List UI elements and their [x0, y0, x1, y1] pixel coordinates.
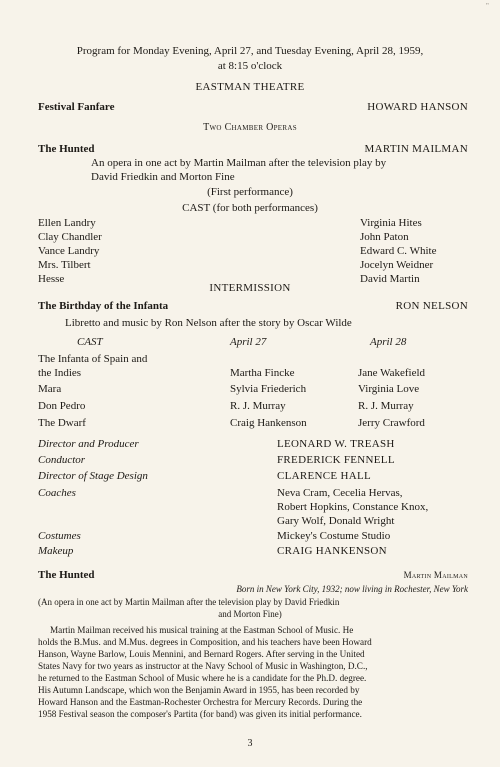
- staff-name: LEONARD W. TREASH: [277, 438, 395, 450]
- infanta-composer: RON NELSON: [395, 300, 468, 312]
- cast-role: Vance Landry: [38, 245, 100, 257]
- program-date-line: Program for Monday Evening, April 27, and Tuesday Evening, April 28, 1959,: [76, 45, 424, 57]
- two-chamber-operas-heading: Two Chamber Operas: [203, 122, 297, 133]
- infanta-performer-april28: Virginia Love: [358, 383, 420, 395]
- notes-title: The Hunted: [38, 569, 95, 581]
- cast-role: Mrs. Tilbert: [38, 259, 91, 271]
- infanta-role: Mara: [38, 383, 62, 395]
- staff-name: CRAIG HANKENSON: [277, 545, 387, 557]
- intermission-heading: INTERMISSION: [209, 282, 291, 294]
- infanta-date-april28: April 28: [370, 336, 407, 348]
- infanta-performer-april27: Martha Fincke: [230, 367, 295, 379]
- hunted-cast-heading: CAST (for both performances): [182, 202, 318, 214]
- cast-performer: David Martin: [360, 273, 420, 285]
- cast-performer: Jocelyn Weidner: [360, 259, 434, 271]
- cast-performer: Edward C. White: [360, 245, 437, 257]
- staff-label: Conductor: [38, 454, 86, 466]
- bio-line: Hanson, Wayne Barlow, Louis Mennini, and Bernard Rogers. After serving in the United: [38, 649, 365, 659]
- infanta-performer-april27: Sylvia Friederich: [230, 383, 307, 395]
- cast-performer: Virginia Hites: [360, 217, 422, 229]
- infanta-role: The Dwarf: [38, 417, 86, 429]
- staff-name: Mickey's Costume Studio: [277, 530, 391, 542]
- infanta-role: Don Pedro: [38, 400, 86, 412]
- bio-line: Howard Hanson and the Eastman-Rochester Orchestra for Mercury Records. During the: [38, 697, 363, 707]
- cast-role: Clay Chandler: [38, 231, 102, 243]
- composer-birth-note: Born in New York City, 1932; now living in Rochester, New York: [236, 584, 468, 594]
- festival-fanfare-composer: HOWARD HANSON: [367, 101, 468, 113]
- notes-parenthetical-line2: and Morton Fine): [218, 609, 282, 619]
- program-time-line: at 8:15 o'clock: [217, 60, 283, 72]
- staff-label: Costumes: [38, 530, 81, 542]
- staff-label: Makeup: [38, 545, 74, 557]
- notes-parenthetical-line1: (An opera in one act by Martin Mailman after the television play by David Friedkin: [38, 597, 340, 607]
- infanta-libretto-note: Libretto and music by Ron Nelson after the story by Oscar Wilde: [65, 317, 352, 329]
- hunted-description-line2: David Friedkin and Morton Fine: [91, 171, 235, 183]
- staff-name: FREDERICK FENNELL: [277, 454, 395, 466]
- infanta-title: The Birthday of the Infanta: [38, 300, 169, 312]
- cast-performer: John Paton: [360, 231, 409, 243]
- cast-role: Hesse: [38, 273, 65, 285]
- bio-line: holds the B.Mus. and M.Mus. degrees in Composition, and his teachers have been Howard: [38, 637, 372, 647]
- infanta-role: The Infanta of Spain and: [38, 353, 148, 365]
- staff-label: Director and Producer: [38, 438, 139, 450]
- cast-role: Ellen Landry: [38, 217, 96, 229]
- hunted-title: The Hunted: [38, 143, 95, 155]
- infanta-performer-april28: Jane Wakefield: [358, 367, 426, 379]
- bio-line: he returned to the Eastman School of Music where he is a candidate for the Ph.D. degree.: [38, 673, 367, 683]
- bio-line: 1958 Festival season the composer's Partita (for band) was given its initial performance.: [38, 709, 362, 719]
- venue: EASTMAN THEATRE: [195, 81, 305, 93]
- first-performance-note: (First performance): [207, 186, 293, 198]
- coaches-line: Gary Wolf, Donald Wright: [277, 515, 395, 527]
- notes-composer: Martin Mailman: [403, 570, 468, 580]
- staff-name: CLARENCE HALL: [277, 470, 372, 482]
- staff-label: Coaches: [38, 487, 76, 499]
- page-number: 3: [247, 738, 253, 749]
- festival-fanfare-title: Festival Fanfare: [38, 101, 115, 113]
- infanta-cast-label: CAST: [77, 336, 103, 348]
- infanta-performer-april27: R. J. Murray: [230, 400, 286, 412]
- bio-line: His Autumn Landscape, which won the Benjamin Award in 1955, has been recorded by: [38, 685, 360, 695]
- bio-line: Martin Mailman received his musical training at the Eastman School of Music. He: [50, 625, 354, 635]
- infanta-performer-april28: Jerry Crawford: [358, 417, 425, 429]
- infanta-performer-april28: R. J. Murray: [358, 400, 414, 412]
- staff-label: Director of Stage Design: [38, 470, 148, 482]
- coaches-line: Robert Hopkins, Constance Knox,: [277, 501, 429, 513]
- corner-mark: ": [486, 2, 489, 10]
- infanta-performer-april27: Craig Hankenson: [230, 417, 307, 429]
- bio-line: States Navy for two years as instructor at the Navy School of Music in Washington, D.C.,: [38, 661, 368, 671]
- coaches-line: Neva Cram, Cecelia Hervas,: [277, 487, 403, 499]
- hunted-composer: MARTIN MAILMAN: [364, 143, 468, 155]
- infanta-date-april27: April 27: [230, 336, 267, 348]
- hunted-description-line1: An opera in one act by Martin Mailman after the television play by: [91, 157, 387, 169]
- infanta-role-continued: the Indies: [38, 367, 82, 379]
